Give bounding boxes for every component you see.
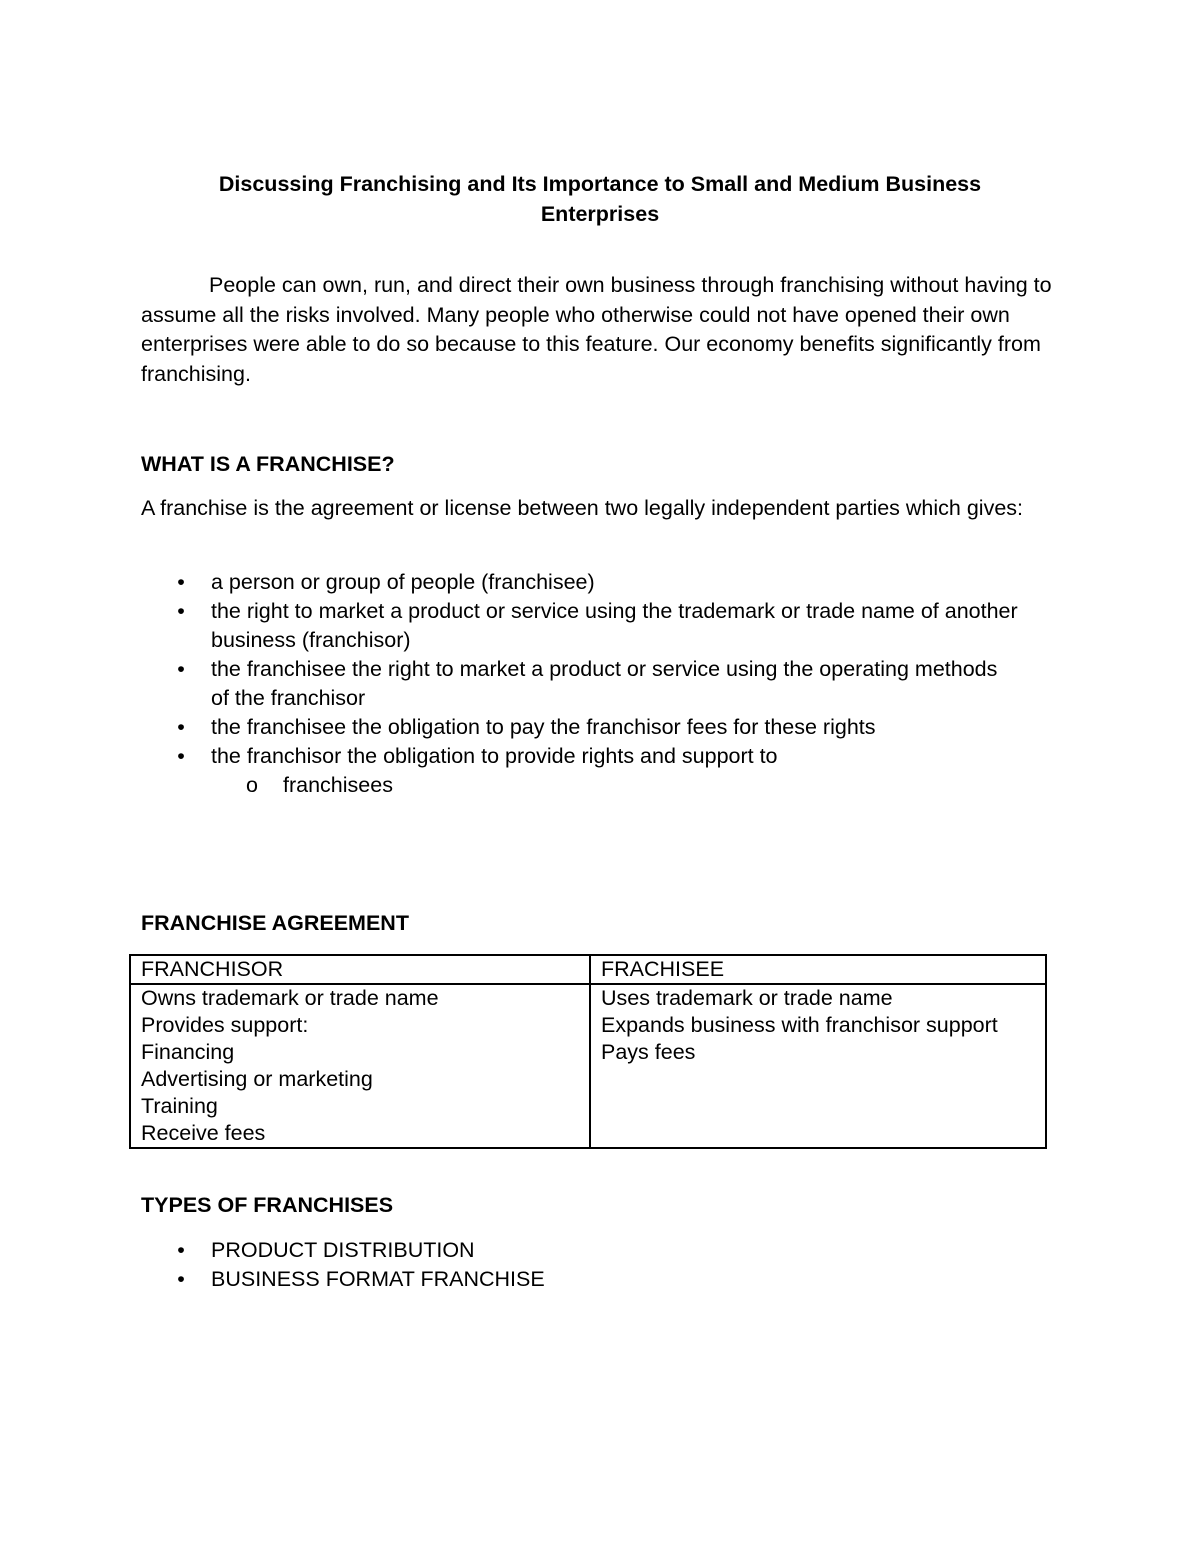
bullet-icon: • [177, 744, 185, 768]
table-header-row [130, 955, 1046, 984]
table-cell-line: Pays fees [601, 1040, 696, 1064]
franchise-definition: A franchise is the agreement or license between two legally independent parties which gives: [141, 496, 1024, 520]
list-item: • PRODUCT DISTRIBUTION [141, 1236, 1021, 1265]
list-item: • BUSINESS FORMAT FRANCHISE [141, 1265, 1021, 1294]
bullet-icon: • [177, 570, 185, 594]
gives-list [141, 568, 1021, 800]
table-cell-line: Training [141, 1094, 218, 1118]
list-item: • a person or group of people (franchisee) [141, 568, 1021, 597]
list-item: • the right to market a product or service using the trademark or trade name of another business (franchisor) [141, 597, 1021, 655]
sub-bullet-icon: o [246, 773, 258, 797]
agreement-table [129, 954, 1047, 1149]
types-heading: TYPES OF FRANCHISES [141, 1193, 394, 1217]
bullet-icon: • [177, 1267, 185, 1291]
title-line-2: Enterprises [540, 201, 660, 226]
table-cell-line: Advertising or marketing [141, 1067, 373, 1091]
table-row [130, 984, 1046, 1148]
table-cell-line: Receive fees [141, 1121, 266, 1145]
table-cell-line: Provides support: [141, 1013, 309, 1037]
list-item: • the franchisee the obligation to pay the franchisor fees for these rights [141, 713, 1021, 742]
sub-list-item: o franchisees [141, 771, 1021, 800]
title-line-1: Discussing Franchising and Its Importance to Small and Medium Business [218, 172, 982, 196]
bullet-icon: • [177, 657, 185, 681]
header-franchisor: FRANCHISOR [130, 955, 590, 984]
agreement-heading: FRANCHISE AGREEMENT [141, 911, 409, 935]
franchisor-cell [130, 984, 590, 1148]
bullet-icon: • [177, 1238, 185, 1262]
franchisee-cell [590, 984, 1046, 1148]
table-cell-line: Financing [141, 1040, 235, 1064]
table-cell-line: Owns trademark or trade name [141, 986, 439, 1010]
what-is-heading: WHAT IS A FRANCHISE? [141, 452, 395, 476]
list-item: • the franchisee the right to market a product or service using the operating methods of the franchisor [141, 655, 1021, 713]
intro-paragraph [141, 271, 1053, 389]
types-list [141, 1236, 1021, 1294]
list-item: • the franchisor the obligation to provide rights and support to [141, 742, 1021, 771]
table-cell-line: Uses trademark or trade name [601, 986, 893, 1010]
table-cell-line: Expands business with franchisor support [601, 1013, 998, 1037]
intro-text: People can own, run, and direct their own business through franchising without having to assume all the risks involved. Many people who otherwise could not have opened their own enterprises were able to do so because to this feature. Our economy benefits significantly from franchising. [141, 273, 1052, 386]
bullet-icon: • [177, 715, 185, 739]
header-franchisee: FRACHISEE [590, 955, 1046, 984]
document-title [140, 170, 1060, 229]
bullet-icon: • [177, 599, 185, 623]
